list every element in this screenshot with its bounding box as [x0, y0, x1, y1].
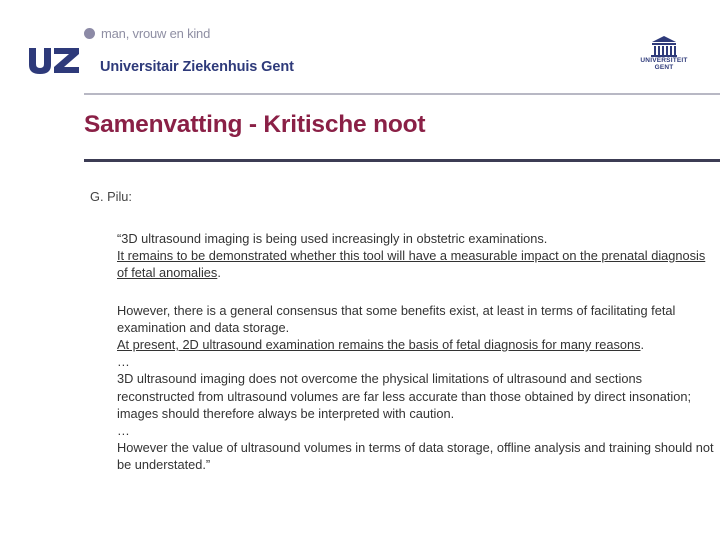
- quote-paragraph-2: [117, 302, 717, 474]
- quote-text: .: [640, 337, 645, 353]
- quote-author: G. Pilu:: [90, 189, 132, 204]
- quote-text: “3D ultrasound imaging is being used increasingly in obstetric examinations.: [117, 231, 548, 246]
- hospital-name: Universitair Ziekenhuis Gent: [100, 59, 294, 75]
- ugent-line-1: UNIVERSITEIT: [640, 57, 688, 64]
- tagline-text: man, vrouw en kind: [101, 26, 211, 41]
- slide-title: Samenvatting - Kritische noot: [84, 111, 426, 138]
- quote-body: [117, 230, 717, 474]
- ugent-logo-text: [636, 57, 692, 71]
- quote-text: 3D ultrasound imaging does not overcome the physical limitations of ultrasound and sections reconstructed from ultrasound volumes are far less accurate than those obtained by direct insonation; images should therefore always be interpreted with caution.: [117, 371, 692, 421]
- ellipsis: …: [117, 354, 130, 370]
- tagline: [84, 26, 210, 41]
- quote-text: However the value of ultrasound volumes in terms of data storage, offline analysis and training should not be understated.”: [117, 440, 714, 473]
- quote-text-underlined: At present, 2D ultrasound examination remains the basis of fetal diagnosis for many reasons: [117, 337, 641, 353]
- ellipsis: …: [117, 423, 130, 439]
- paragraph-spacer: [117, 282, 717, 302]
- quote-paragraph-1: [117, 230, 717, 282]
- quote-text: .: [217, 265, 221, 281]
- quote-text-underlined: It remains to be demonstrated whether this tool will have a measurable impact on the prenatal diagnosis of fetal anomalies: [117, 248, 706, 281]
- quote-text: However, there is a general consensus that some benefits exist, at least in terms of facilitating fetal examination and data storage.: [117, 302, 676, 335]
- title-divider: [84, 159, 720, 162]
- ugent-building-icon: [636, 34, 692, 78]
- ugent-line-2: GENT: [654, 64, 674, 71]
- tagline-dot-icon: [84, 28, 95, 39]
- uz-logo: [27, 46, 81, 74]
- header-divider: [84, 93, 720, 95]
